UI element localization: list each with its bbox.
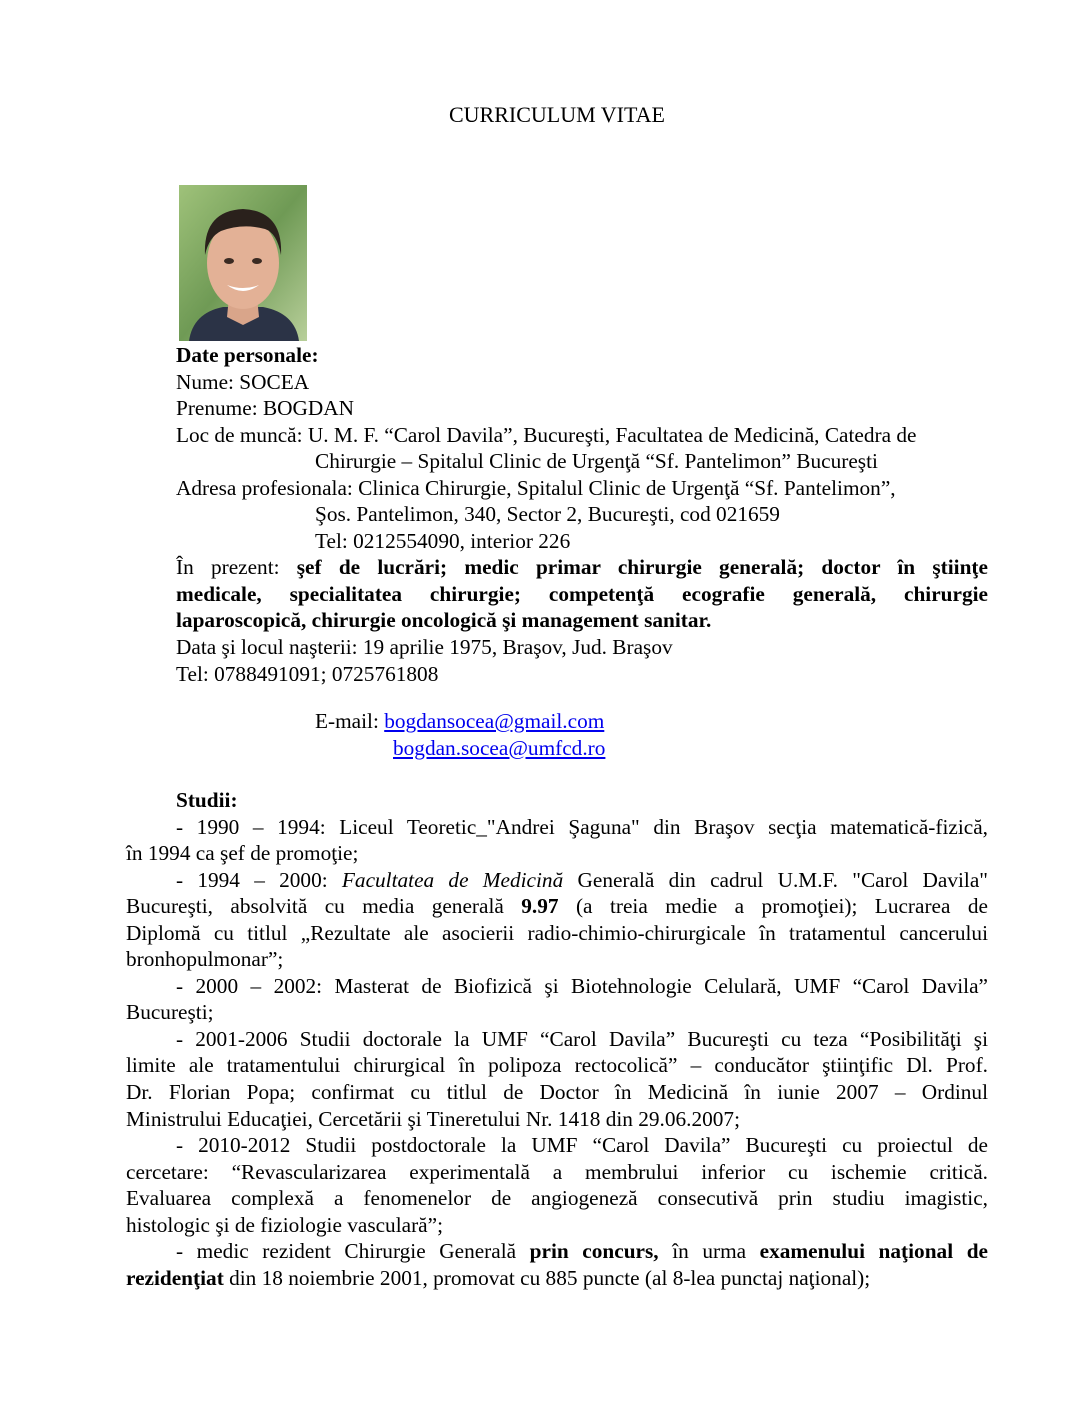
studies-entry-line — [126, 920, 988, 947]
text-segment: Diplomă cu titlul „Rezultate ale asocierii radio-chimio-chirurgicale în tratamentul cancerului — [126, 920, 988, 945]
text-segment: histologic şi de fiziologie vasculară”; — [126, 1212, 443, 1237]
text-segment: în 1994 ca şef de promoţie; — [126, 841, 359, 866]
address-line-cont: Şos. Pantelimon, 340, Sector 2, Bucureşti, cod 021659 — [315, 502, 780, 527]
first-name-line: Prenume: BOGDAN — [176, 396, 355, 421]
studies-entry-line — [126, 1185, 988, 1212]
text-segment: - 1994 – 2000: — [176, 867, 342, 892]
text-segment: 9.97 — [521, 894, 559, 919]
email-section — [315, 708, 605, 761]
email-link-gmail[interactable]: bogdansocea@gmail.com — [384, 709, 605, 733]
workplace-line: Loc de muncă: U. M. F. “Carol Davila”, Bucureşti, Facultatea de Medicină, Catedra de — [176, 422, 917, 447]
studies-entry-line — [126, 973, 988, 1000]
document-title: CURRICULUM VITAE — [448, 102, 665, 127]
text-segment: prin concurs, — [529, 1239, 659, 1264]
studies-heading: Studii: — [176, 788, 238, 812]
studies-entry-line — [126, 1212, 988, 1239]
text-segment: Facultatea de Medicină — [341, 867, 564, 892]
studies-entry-line — [126, 1238, 988, 1265]
current-position-line: laparoscopică, chirurgie oncologică şi management sanitar. — [176, 608, 712, 633]
name-line: Nume: SOCEA — [176, 369, 310, 394]
text-segment: Bucureşti; — [126, 1000, 214, 1025]
text-segment: - 1990 – 1994: Liceul Teoretic_"Andrei Şaguna" din Braşov secţia matematică-fizică, — [176, 814, 988, 839]
text-segment: cercetare: “Revascularizarea experimentală a membrului inferior cu ischemie critică. — [126, 1159, 988, 1184]
studies-entry-line — [126, 946, 988, 973]
text-segment: din 18 noiembrie 2001, promovat cu 885 puncte (al 8-lea punctaj naţional); — [223, 1265, 871, 1290]
profile-photo — [179, 185, 307, 341]
text-segment: - 2001-2006 Studii doctorale la UMF “Carol Davila” Bucureşti cu teza “Posibilităţi şi — [176, 1026, 988, 1051]
birth-line: Data şi locul naşterii: 19 aprilie 1975, Braşov, Jud. Braşov — [176, 635, 673, 660]
workplace-line-cont: Chirurgie – Spitalul Clinic de Urgenţă “Sf. Pantelimon” Bucureşti — [315, 449, 878, 474]
studies-entry-line — [126, 1265, 988, 1292]
studies-entry-line — [126, 867, 988, 894]
text-segment: Bucureşti, absolvită cu media generală — [126, 894, 522, 919]
address-phone-line: Tel: 0212554090, interior 226 — [315, 528, 571, 553]
current-position-value: şef de lucrări; medic primar chirurgie generală; doctor în ştiinţe — [296, 555, 988, 580]
text-segment: rezidenţiat — [126, 1265, 224, 1290]
current-position-line — [176, 554, 988, 581]
text-segment: în urma — [658, 1239, 760, 1264]
text-segment: Dr. Florian Popa; confirmat cu titlul de Doctor în Medicină în iunie 2007 – Ordinul — [126, 1080, 988, 1105]
current-position-line: medicale, specialitatea chirurgie; competenţă ecografie generală, chirurgie — [176, 581, 988, 606]
text-segment: limite ale tratamentului chirurgical în polipoza rectocolică” – conducător ştiinţific Dl. Prof. — [126, 1053, 988, 1078]
email-label: E-mail: — [315, 709, 385, 733]
studies-entry-line — [126, 893, 988, 920]
studies-entry-line — [126, 814, 988, 841]
studies-entry-line — [126, 999, 988, 1026]
address-line: Adresa profesionala: Clinica Chirurgie, Spitalul Clinic de Urgenţă “Sf. Pantelimon”, — [176, 475, 896, 500]
text-segment: (a treia medie a promoţiei); Lucrarea de — [558, 894, 988, 919]
studies-entry-line — [126, 1106, 988, 1133]
studies-entry-line — [126, 840, 988, 867]
studies-entry-line — [126, 1132, 988, 1159]
text-segment: Generală din cadrul U.M.F. "Carol Davila" — [563, 867, 988, 892]
studies-entry-line — [126, 1026, 988, 1053]
current-position-label: În prezent: — [176, 555, 297, 580]
studies-entry-line — [126, 1052, 988, 1079]
personal-data-section — [176, 342, 988, 687]
studies-section — [126, 787, 988, 1291]
text-segment: bronhopulmonar”; — [126, 947, 284, 972]
text-segment: - 2010-2012 Studii postdoctorale la UMF “Carol Davila” Bucureşti cu proiectul de — [176, 1133, 988, 1158]
personal-heading: Date personale: — [176, 343, 319, 367]
text-segment: - 2000 – 2002: Masterat de Biofizică şi Biotehnologie Celulară, UMF “Carol Davila” — [176, 973, 988, 998]
text-segment: examenului naţional de — [759, 1239, 988, 1264]
text-segment: - medic rezident Chirurgie Generală — [176, 1239, 530, 1264]
text-segment: Ministrului Educaţiei, Cercetării şi Tineretului Nr. 1418 din 29.06.2007; — [126, 1106, 741, 1131]
studies-entry-line — [126, 1159, 988, 1186]
phone-line: Tel: 0788491091; 0725761808 — [176, 661, 439, 686]
email-link-umfcd[interactable]: bogdan.socea@umfcd.ro — [393, 735, 606, 760]
text-segment: Evaluarea complexă a fenomenelor de angiogeneză consecutivă prin studiu imagistic, — [126, 1186, 988, 1211]
studies-entry-line — [126, 1079, 988, 1106]
